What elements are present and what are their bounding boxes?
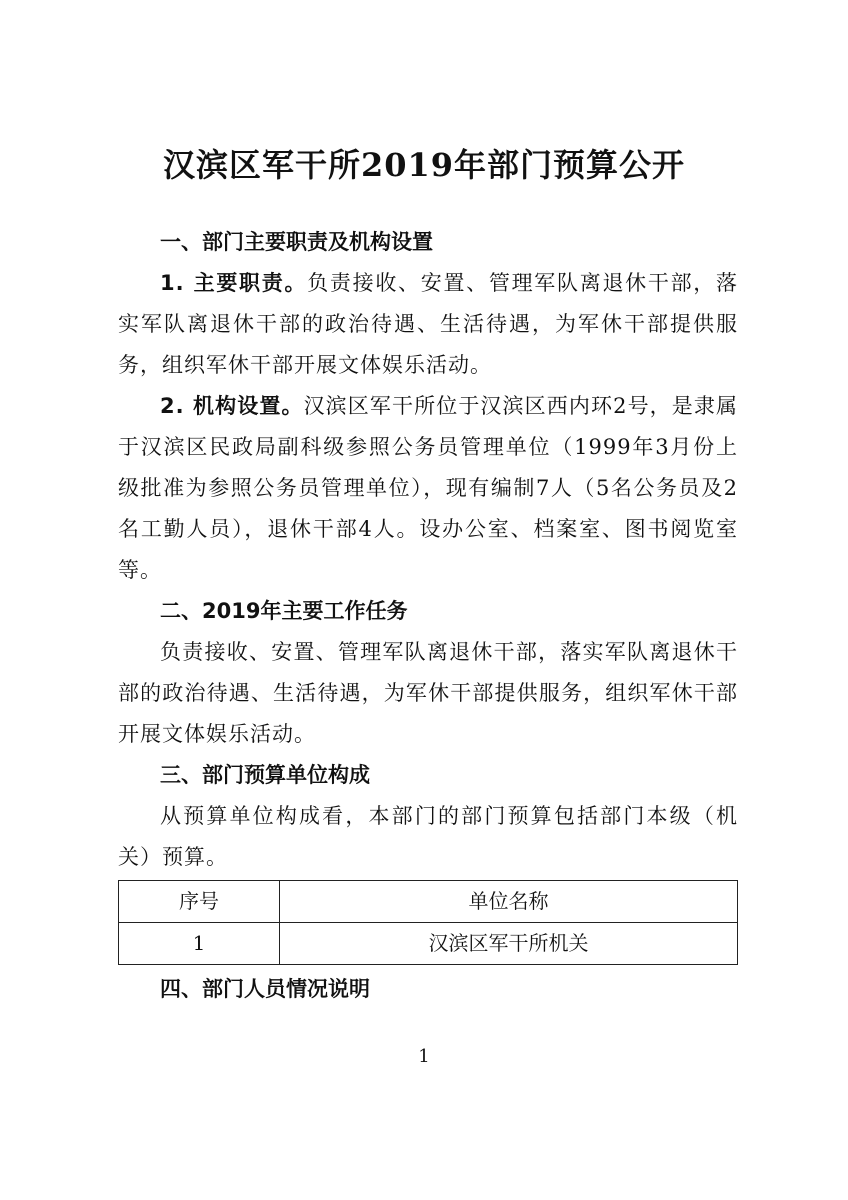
table-header-cell: 单位名称 <box>280 881 738 923</box>
document-body <box>118 222 738 1010</box>
section-heading-tasks: 二、2019年主要工作任务 <box>160 599 408 623</box>
table-header-row <box>119 881 738 923</box>
section-heading-duties: 一、部门主要职责及机构设置 <box>160 230 433 254</box>
item-lead-organization: 2. 机构设置。 <box>160 394 304 418</box>
table-cell: 汉滨区军干所机关 <box>280 923 738 965</box>
item-lead-main-duties: 1. 主要职责。 <box>160 271 308 295</box>
page-number: 1 <box>418 1046 430 1067</box>
item-text-main-duties: 负责接收、安置、管理军队离退休干部，落实军队离退休干部的政治待遇、生活待遇，为军休干部提供服务，组织军休干部开展文体娱乐活动。 <box>118 271 739 377</box>
section-heading-budget-units: 三、部门预算单位构成 <box>160 763 370 787</box>
paragraph-tasks: 负责接收、安置、管理军队离退休干部，落实军队离退休干部的政治待遇、生活待遇，为军休干部提供服务，组织军休干部开展文体娱乐活动。 <box>118 640 738 746</box>
table-row <box>119 923 738 965</box>
table-cell: 1 <box>119 923 280 965</box>
paragraph-main-duties <box>118 263 738 386</box>
document-title: 汉滨区军干所2019年部门预算公开 <box>162 146 686 184</box>
item-text-organization: 汉滨区军干所位于汉滨区西内环2号，是隶属于汉滨区民政局副科级参照公务员管理单位（1999年3月份上级批准为参照公务员管理单位），现有编制7人（5名公务员及2名工勤人员），退休干部4人。设办公室、档案室、图书阅览室等。 <box>118 394 738 582</box>
table-header-cell: 序号 <box>119 881 280 923</box>
section-heading-staff: 四、部门人员情况说明 <box>160 977 370 1001</box>
paragraph-budget-units: 从预算单位构成看，本部门的部门预算包括部门本级（机关）预算。 <box>118 804 738 869</box>
budget-unit-table <box>118 880 738 965</box>
paragraph-organization <box>118 386 738 591</box>
